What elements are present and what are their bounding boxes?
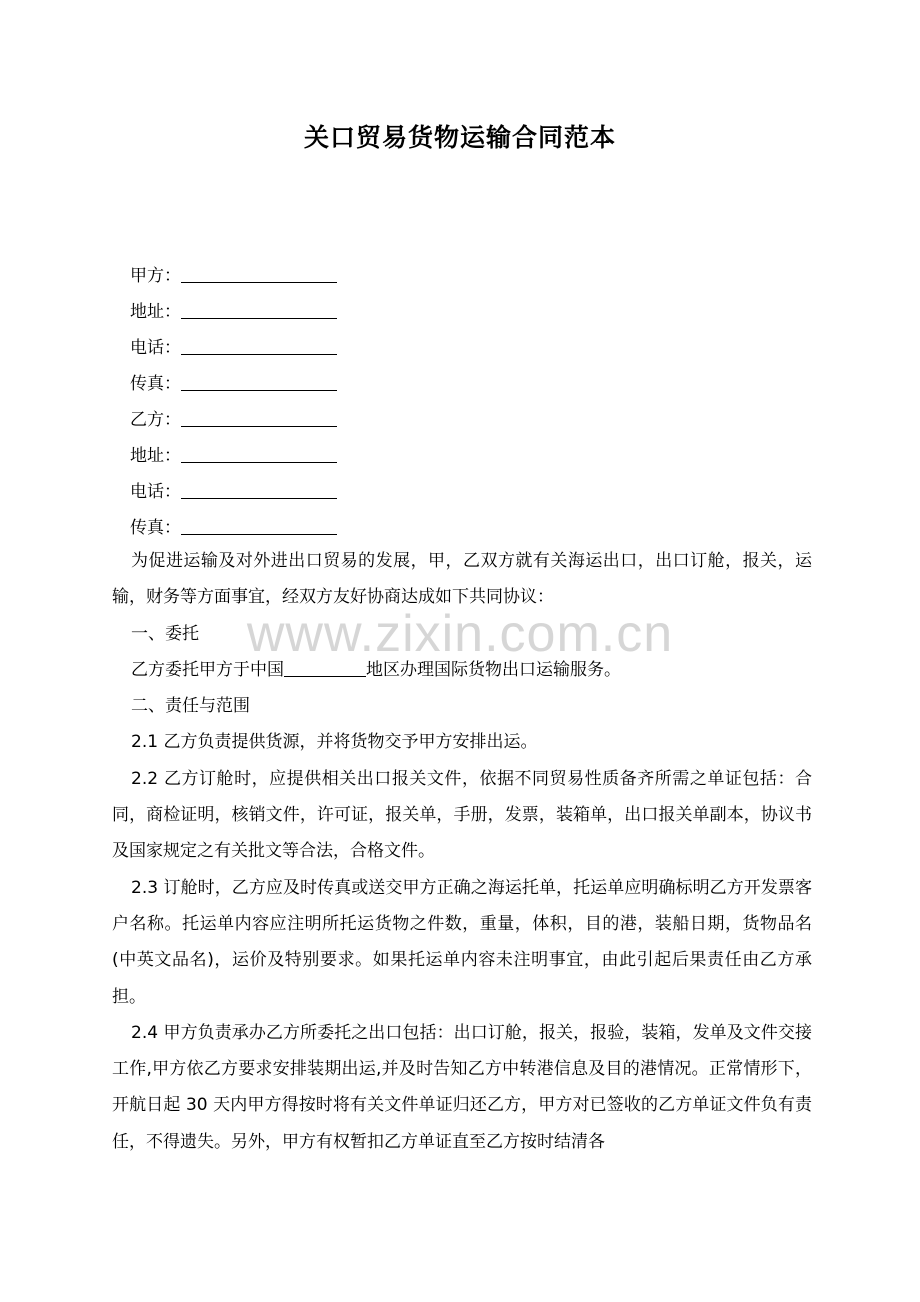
party-a-fax-field[interactable] — [130, 366, 337, 402]
field-blank[interactable] — [181, 512, 337, 535]
party-a-address-field[interactable] — [130, 294, 337, 330]
field-blank[interactable] — [181, 260, 337, 283]
region-blank[interactable] — [284, 656, 366, 677]
field-label: 地址： — [130, 302, 181, 322]
field-blank[interactable] — [181, 440, 337, 463]
section-1-text-a: 乙方委托甲方于中国 — [131, 659, 284, 680]
field-blank[interactable] — [181, 296, 337, 319]
party-a-phone-field[interactable] — [130, 330, 337, 366]
field-blank[interactable] — [181, 404, 337, 427]
party-b-fax-field[interactable] — [130, 510, 337, 546]
field-label: 甲方： — [130, 266, 181, 286]
section-1-heading: 一、委托 — [131, 623, 199, 644]
field-label: 乙方： — [130, 410, 181, 430]
field-label: 电话： — [130, 338, 181, 358]
document-title: 关口贸易货物运输合同范本 — [303, 123, 616, 152]
party-b-phone-field[interactable] — [130, 474, 337, 510]
section-1-paragraph — [112, 652, 812, 688]
clause-2-4: 2.4 甲方负责承办乙方所委托之出口包括：出口订舱，报关，报验，装箱，发单及文件交接工作,甲方依乙方要求安排装期出运,并及时告知乙方中转港信息及目的港情况。正常情形下，开航日起 30 天内甲方得按时将有关文件单证归还乙方，甲方对已签收的乙方单证文件负有责任，不得遗失。另外，甲方有权暂扣乙方单证直至乙方按时结清各 — [112, 1022, 812, 1152]
field-blank[interactable] — [181, 476, 337, 499]
field-blank[interactable] — [181, 368, 337, 391]
section-1-text-b: 地区办理国际货物出口运输服务。 — [366, 659, 621, 680]
clause-2-3: 2.3 订舱时，乙方应及时传真或送交甲方正确之海运托单，托运单应明确标明乙方开发票客户名称。托运单内容应注明所托运货物之件数，重量，体积，目的港，装船日期，货物品名(中英文品名)，运价及特别要求。如果托运单内容未注明事宜，由此引起后果责任由乙方承担。 — [112, 877, 812, 1007]
field-label: 传真： — [130, 518, 181, 538]
field-label: 传真： — [130, 374, 181, 394]
field-label: 地址： — [130, 446, 181, 466]
clause-2-1: 2.1 乙方负责提供货源，并将货物交予甲方安排出运。 — [131, 732, 538, 753]
intro-paragraph: 为促进运输及对外进出口贸易的发展，甲，乙双方就有关海运出口，出口订舱，报关，运输，财务等方面事宜，经双方友好协商达成如下共同协议： — [112, 551, 812, 608]
clause-2-2: 2.2 乙方订舱时，应提供相关出口报关文件，依据不同贸易性质备齐所需之单证包括：合同，商检证明，核销文件，许可证，报关单，手册，发票，装箱单，出口报关单副本，协议书及国家规定之有关批文等合法，合格文件。 — [112, 768, 812, 862]
party-fields — [130, 258, 337, 546]
party-b-name-field[interactable] — [130, 402, 337, 438]
party-a-name-field[interactable] — [130, 258, 337, 294]
section-2-heading: 二、责任与范围 — [131, 696, 250, 717]
field-blank[interactable] — [181, 332, 337, 355]
party-b-address-field[interactable] — [130, 438, 337, 474]
watermark: www.zixin.com.cn — [246, 605, 674, 663]
field-label: 电话： — [130, 482, 181, 502]
contract-body — [112, 543, 812, 1160]
